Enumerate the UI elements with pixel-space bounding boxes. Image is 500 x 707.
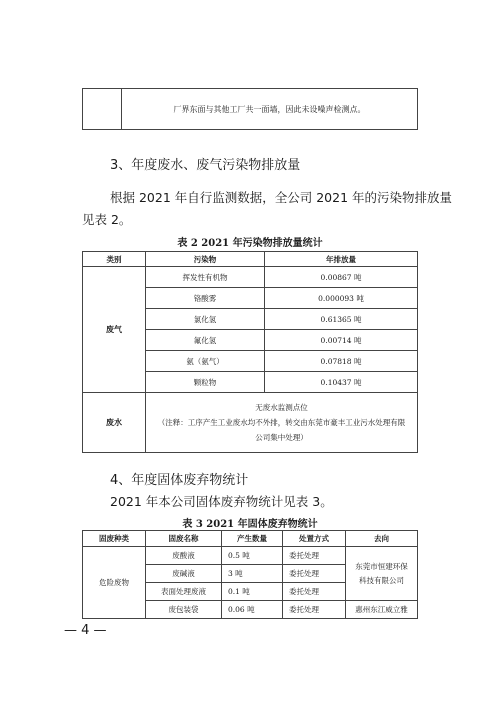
section4-heading: 4、年度固体废弃物统计 <box>110 473 249 488</box>
top-note-empty-cell <box>83 89 122 130</box>
top-note-cell: 厂界东面与其他工厂共一面墙，因此未设噪声检测点。 <box>122 89 418 130</box>
table2-amount: 0.000093 吨 <box>265 288 418 309</box>
table3-qty: 0.06 吨 <box>222 601 283 619</box>
table3-header-destination: 去向 <box>346 531 418 547</box>
table2-header-category: 类别 <box>83 252 146 267</box>
table3-waste-name: 废包装袋 <box>146 601 222 619</box>
table3-waste-name: 废酸液 <box>146 547 222 565</box>
section4-para: 2021 年本公司固体废弃物统计见表 3。 <box>110 494 333 509</box>
table2-pollutant: 氨（氨气） <box>146 351 265 372</box>
table2-header-amount: 年排放量 <box>265 252 418 267</box>
section3-para-line2: 见表 2。 <box>82 212 132 227</box>
table2-pollutant: 颗粒物 <box>146 372 265 393</box>
table3-header-qty: 产生数量 <box>222 531 283 547</box>
table2-amount: 0.10437 吨 <box>265 372 418 393</box>
section3-heading: 3、年度废水、废气污染物排放量 <box>110 158 301 173</box>
table2-pollutant: 氯化氢 <box>146 309 265 330</box>
table2 <box>82 251 418 453</box>
table3-caption: 表 3 2021 年固体废弃物统计 <box>182 519 318 530</box>
table3 <box>82 530 418 619</box>
table3-method: 委托处理 <box>283 565 346 583</box>
section3-para-line1: 根据 2021 年自行监测数据，全公司 2021 年的污染物排放量 <box>110 190 453 205</box>
table3-qty: 3 吨 <box>222 565 283 583</box>
table3-header-name: 固废名称 <box>146 531 222 547</box>
table3-method: 委托处理 <box>283 547 346 565</box>
table2-pollutant: 铬酸雾 <box>146 288 265 309</box>
table3-header-method: 处置方式 <box>283 531 346 547</box>
table2-water-line3: 公司集中处理） <box>255 433 308 442</box>
table2-water-line2: （注释：工序产生工业废水均不外排，转交由东莞市豪丰工业污水处理有限 <box>157 418 406 427</box>
table2-caption: 表 2 2021 年污染物排放量统计 <box>177 238 323 249</box>
table2-header-pollutant: 污染物 <box>146 252 265 267</box>
table2-water-note <box>146 393 418 453</box>
table2-amount: 0.61365 吨 <box>265 309 418 330</box>
table2-amount: 0.00714 吨 <box>265 330 418 351</box>
table2-pollutant: 挥发性有机物 <box>146 267 265 288</box>
table2-amount: 0.07818 吨 <box>265 351 418 372</box>
table2-gas-label: 废气 <box>83 267 146 393</box>
table3-waste-name: 表面处理废液 <box>146 583 222 601</box>
table3-method: 委托处理 <box>283 583 346 601</box>
table3-header-category: 固废种类 <box>83 531 146 547</box>
table3-qty: 0.5 吨 <box>222 547 283 565</box>
table2-pollutant: 氟化氢 <box>146 330 265 351</box>
table2-amount: 0.00867 吨 <box>265 267 418 288</box>
table3-waste-name: 废碱液 <box>146 565 222 583</box>
table2-water-label: 废水 <box>83 393 146 453</box>
table3-destination-1 <box>346 547 418 601</box>
table3-destination-1-line2: 科技有限公司 <box>359 575 404 585</box>
table2-water-line1: 无废水监测点位 <box>255 403 308 412</box>
table3-method: 委托处理 <box>283 601 346 619</box>
table3-category: 危险废物 <box>83 547 146 619</box>
table3-qty: 0.1 吨 <box>222 583 283 601</box>
table3-destination-2: 惠州东江威立雅 <box>346 601 418 619</box>
top-note-table <box>82 88 418 130</box>
page-number: — 4 — <box>64 623 107 638</box>
table3-destination-1-line1: 东莞市恒建环保 <box>355 561 408 571</box>
